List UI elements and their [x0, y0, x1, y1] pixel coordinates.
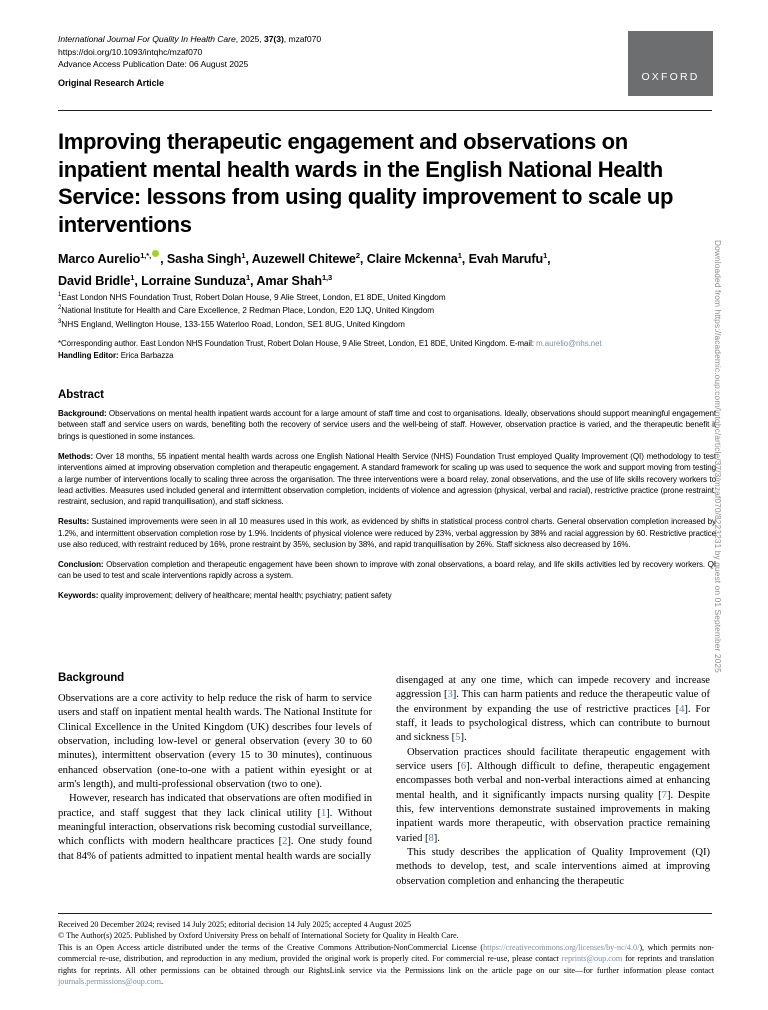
keywords-label: Keywords:: [58, 591, 99, 601]
affiliation-text: East London NHS Foundation Trust, Robert Dolan House, 9 Alie Street, London, E1 8DE, United Kingdom: [61, 291, 446, 302]
abstract-heading: Abstract: [58, 389, 104, 401]
author-affil-marker: 1,*,: [140, 251, 152, 260]
affiliation-text: NHS England, Wellington House, 133-155 Waterloo Road, London, SE1 8UG, United Kingdom: [61, 318, 405, 329]
paragraph: [58, 692, 372, 792]
footer-divider: [58, 913, 712, 914]
orcid-icon[interactable]: [152, 250, 159, 257]
corresponding-author-email[interactable]: m.aurelio@nhs.net: [536, 339, 602, 348]
advance-access-date: Advance Access Publication Date: 06 August 2025: [58, 59, 249, 70]
corresponding-author-text: *Corresponding author. East London NHS Foundation Trust, Robert Dolan House, 9 Alie Street, London, E1 8DE, United Kingdom. E-mail:: [58, 339, 537, 348]
affiliation-item: [58, 303, 718, 316]
license-text: .: [160, 977, 163, 987]
citation-ref[interactable]: 3: [447, 689, 453, 701]
abstract-keywords: [58, 590, 716, 601]
doi-line[interactable]: https://doi.org/10.1093/intqhc/mzaf070: [58, 46, 203, 57]
author-name[interactable]: , Evah Marufu: [461, 252, 544, 267]
paragraph-text: ]. Although difficult to define, therapeutic engagement encompasses both verbal and non-verbal interactions aimed at enhancing mental health, and it significantly impacts nursing quality [: [396, 761, 710, 801]
paragraph-text: disengaged at any one time, which can impede recovery and increase aggression [: [396, 675, 710, 701]
abstract-background-label: Background:: [58, 409, 107, 418]
body-column-right: [396, 674, 710, 889]
body-column-left: [58, 692, 372, 864]
reprints-email-link[interactable]: reprints@oup.com: [561, 954, 623, 964]
citation-ref[interactable]: 4: [679, 703, 685, 715]
affiliations-block: [58, 290, 718, 330]
abstract-methods-label: Methods:: [58, 451, 94, 461]
citation-ref[interactable]: 1: [321, 807, 327, 819]
paragraph-text: ]. Without meaningful interaction, observations risk becoming custodial surveillance, which conflicts with modern healthcare practices [: [58, 807, 372, 848]
article-type-label: Original Research Article: [58, 77, 164, 88]
journal-citation-line: [58, 33, 598, 46]
author-affil-marker: 1: [543, 251, 548, 260]
abstract-body: [58, 408, 716, 602]
permissions-email-link[interactable]: journals.permissions@oup.com: [58, 977, 161, 987]
author-name[interactable]: , Claire Mckenna: [359, 252, 458, 267]
journal-name: International Journal For Quality In Health Care: [58, 34, 236, 44]
paragraph: [396, 746, 710, 846]
author-affil-marker: 1: [245, 272, 251, 282]
paragraph: [58, 792, 372, 864]
copyright-line: © The Author(s) 2025. Published by Oxford University Press on behalf of International Society for Quality in Health Care.: [58, 931, 459, 941]
journal-volume-issue: 37(3): [263, 34, 284, 44]
author-name[interactable]: Marco Aurelio: [58, 252, 141, 267]
affiliation-marker: 2: [58, 305, 62, 312]
author-list: [58, 247, 718, 290]
paragraph-text: ].: [433, 832, 440, 844]
header-divider: [58, 110, 712, 111]
author-name[interactable]: , Lorraine Sunduza: [134, 273, 246, 288]
citation-ref[interactable]: 2: [282, 836, 288, 848]
paragraph-text: ]. One study found that 84% of patients admitted to inpatient mental health wards are socially: [58, 836, 372, 862]
citation-ref[interactable]: 7: [661, 789, 667, 801]
abstract-conclusion-text: Observation completion and therapeutic engagement have been shown to improve with zonal observations, a board relay, and life skills activities led by recovery workers. QI can be used to test and scale interventions rapidly across a system.: [58, 559, 716, 581]
abstract-background-text: Observations on mental health inpatient wards account for a large amount of staff time and cost to organisations. Ideally, observations should support meaningful engagement between staff and service users on wards, benefiting both the recovery of service users and the well-being of staff. However, observation practice is varied, and the therapeutic benefit it brings is questioned in some instances.: [58, 409, 716, 441]
affiliation-text: National Institute for Health and Care Excellence, 2 Redman Place, London, E20 1JQ, United Kingdom: [61, 305, 435, 316]
author-name[interactable]: , Amar Shah: [250, 273, 322, 288]
author-affil-marker: 1: [241, 251, 246, 260]
affiliation-marker: 1: [58, 292, 62, 298]
paragraph-text: ]. For staff, it leads to psychological distress, which can contribute to burnout and sickness [: [396, 703, 711, 744]
author-name[interactable]: , Auzewell Chitewe: [245, 252, 356, 267]
download-provenance-notice: Downloaded from https://academic.oup.com/intqhc/article/37/3/mzaf070/8223231 by guest on 01 September 2025: [713, 240, 723, 673]
abstract-conclusion: [58, 559, 716, 582]
oxford-university-press-logo: [628, 31, 713, 96]
license-url-link[interactable]: https://creativecommons.org/licenses/by-nc/4.0/: [483, 942, 640, 952]
author-affil-marker: 2: [355, 251, 360, 260]
handling-editor-label: Handling Editor:: [58, 351, 119, 361]
keywords-text: quality improvement; delivery of healthcare; mental health; psychiatry; patient safety: [98, 591, 392, 601]
paragraph-text: Observations are a core activity to help reduce the risk of harm to service users and staff on inpatient mental health wards. The National Institute for Clinical Excellence in the United Kingdom (UK) describes four levels of observation, including low-level or general observation (every 30 to 60 minutes), intermittent observation (every 15 to 30 minutes), continuous enhanced observation (one-to-one with a patient within eyesight or at arm's length), and multi-professional observation (two to one).: [58, 693, 372, 791]
citation-ref[interactable]: 5: [455, 732, 461, 744]
abstract-methods-text: Over 18 months, 55 inpatient mental health wards across one English National Health Service (NHS) Foundation Trust employed Quality Improvement (QI) methodology to test interventions aimed at improving observation completion and therapeutic engagement. A standard framework for scaling up was used to sequence the work and support moving from testing a large number of interventions locally to scaling three across the organisation. The three interventions were a board relay, zonal observations, and the use of life skills recovery workers to lead activities. Measures used included general and intermittent observation completion, incidents of violence and agression (physical, verbal and racial), restrictive practice (prone restraint, restraint, seclusion, and rapid tranquillisation), and staff sickness.: [58, 451, 716, 507]
author-affil-marker: 1: [130, 272, 135, 282]
corresponding-author-line: [58, 338, 724, 350]
abstract-background: [58, 408, 716, 442]
page-title: Improving therapeutic engagement and observations on inpatient mental health wards in the English National Health Service: lessons from using quality improvement to scale up interventions: [58, 129, 674, 237]
paragraph-text: ].: [460, 732, 467, 744]
license-text: for reprints and translation rights for reprints. All other permissions can be obtained through our RightsLink service via the Permissions link on the article page on our site—for further information please contact: [58, 954, 714, 975]
handling-editor-line: [58, 350, 724, 362]
affiliation-marker: 3: [58, 318, 62, 325]
author-name[interactable]: , Sasha Singh: [160, 252, 242, 267]
affiliation-item: [58, 317, 718, 330]
journal-article-id: , mzaf070: [283, 34, 322, 44]
paragraph-text: Observation practices should facilitate therapeutic engagement with service users [: [396, 746, 710, 773]
author-name[interactable]: David Bridle: [58, 273, 131, 288]
received-dates: Received 20 December 2024; revised 14 July 2025; editorial decision 14 July 2025; accepted 4 August 2025: [58, 920, 412, 929]
paragraph: [396, 674, 710, 746]
abstract-results-label: Results:: [58, 517, 90, 527]
abstract-results-text: Sustained improvements were seen in all 10 measures used in this work, as evidenced by shifts in statistical process control charts. General observation completion increased by 1.2%, and intermittent observation completion rose by 1.9%. Incidents of physical violence were reduced by 23%, verbal aggression by 38% and racial aggression by 60. Restrictive practice use also reduced, with restraint reduced by 16%, prone restraint by 35%, seclusion by 38%, and rapid tranquillisation by 26%. Staff sickness also decreased by 16%.: [58, 517, 716, 550]
license-text: ), which permits non-commercial re-use, distribution, and reproduction in any medium, provided the original work is properly cited. For commercial re-use, please contact: [58, 942, 714, 964]
paragraph-text: ]. This can harm patients and reduce the therapeutic value of the environment by expanding the use of restrictive practices [: [396, 689, 710, 715]
paragraph-text: However, research has indicated that observations are often modified in practice, and staff suggest that they lack clinical utility [: [58, 793, 372, 819]
citation-ref[interactable]: 6: [460, 761, 467, 773]
license-statement: [58, 942, 714, 988]
oxford-logo-text: OXFORD: [641, 71, 700, 83]
footer-block: [58, 919, 714, 987]
paragraph: [396, 846, 710, 889]
license-text: This is an Open Access article distributed under the terms of the Creative Commons Attribution-NonCommercial License (: [58, 942, 484, 952]
author-affil-marker: 1,3: [321, 272, 333, 282]
correspondence-block: [58, 338, 724, 363]
paragraph-text: ]. Despite this, few interventions demonstrate sustained improvements in making inpatient wards more therapeutic, with observation practice remaining varied [: [396, 789, 710, 844]
author-affil-marker: 1: [457, 251, 462, 260]
abstract-results: [58, 516, 716, 550]
journal-year: , 2025,: [235, 34, 264, 44]
journal-masthead: [58, 33, 598, 88]
section-heading-background: Background: [58, 672, 125, 684]
handling-editor-name: Erica Barbazza: [118, 351, 174, 361]
citation-ref[interactable]: 8: [428, 832, 434, 844]
affiliation-item: [58, 290, 718, 303]
abstract-conclusion-label: Conclusion:: [58, 559, 104, 569]
abstract-methods: [58, 451, 716, 508]
author-separator: ,: [547, 252, 551, 267]
paragraph-text: This study describes the application of Quality Improvement (QI) methods to develop, test, and scale interventions aimed at improving observation completion and enhancing the therapeutic: [396, 847, 710, 887]
